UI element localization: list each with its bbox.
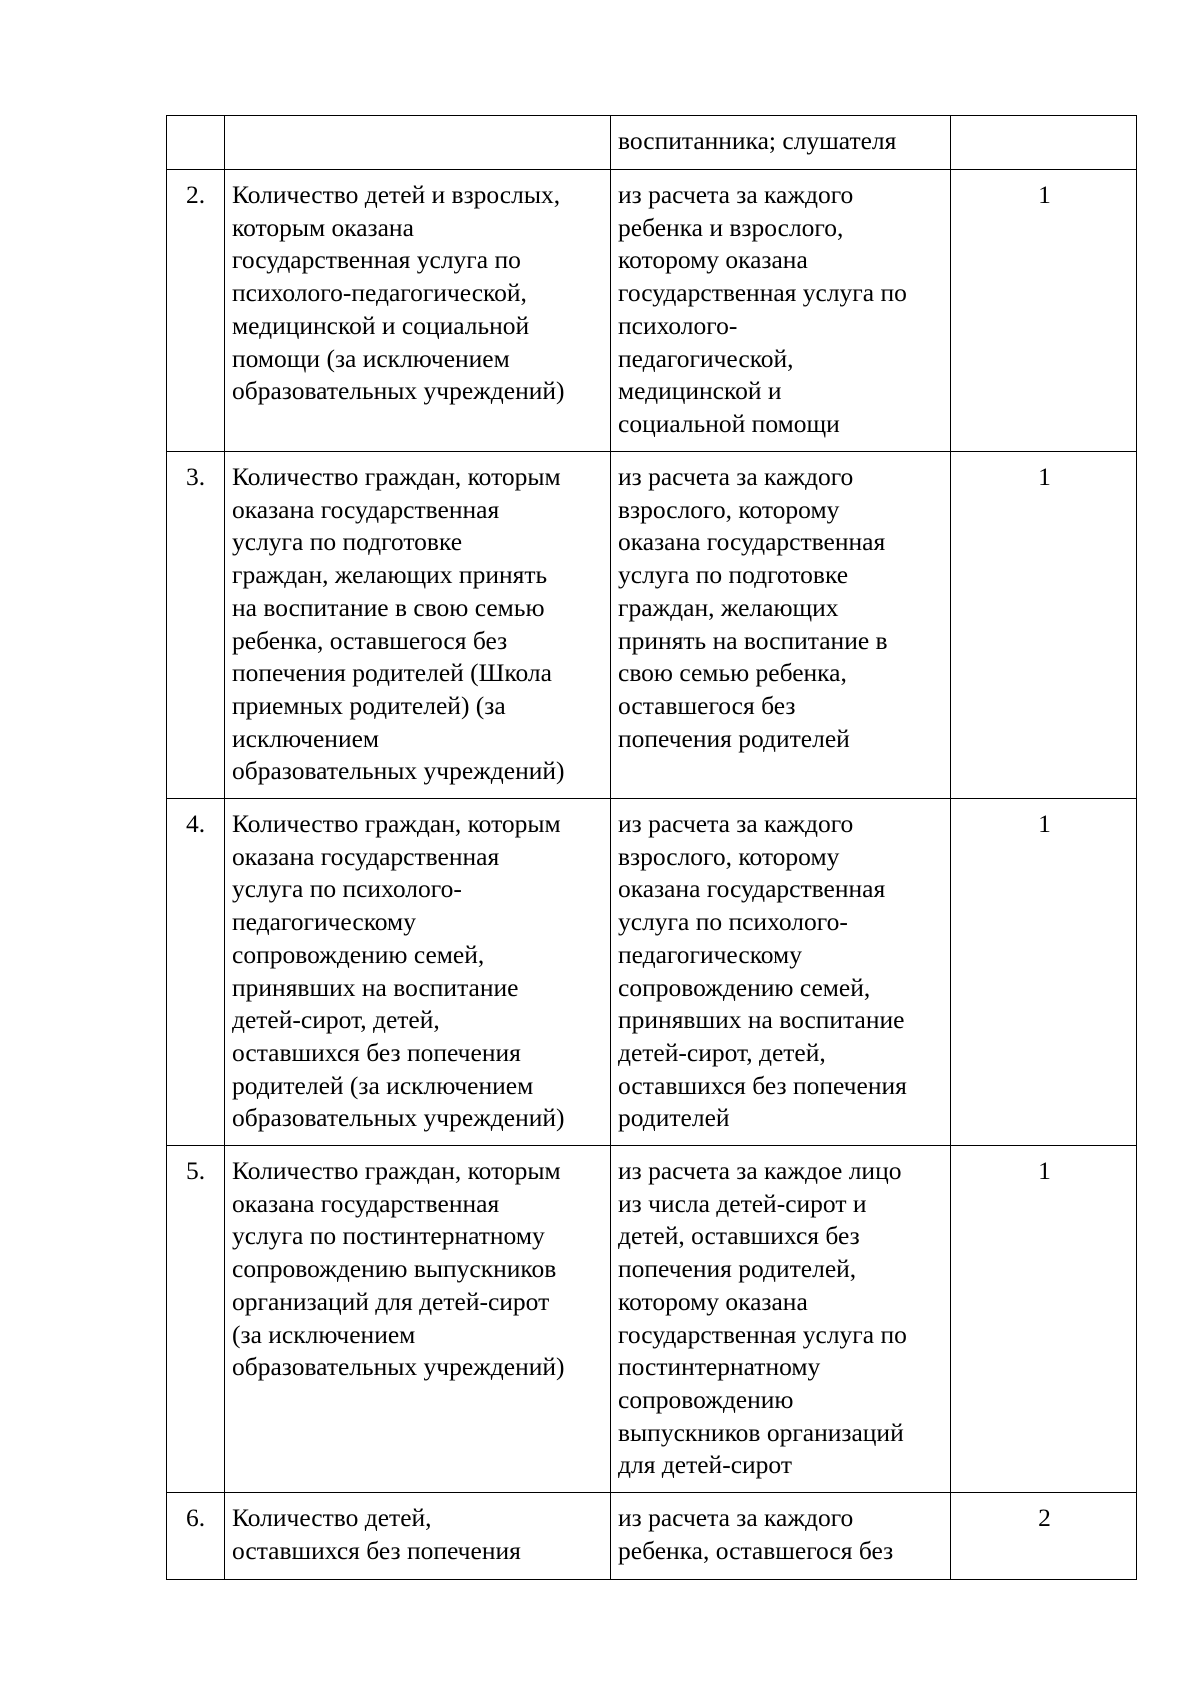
table-row xyxy=(167,170,1137,452)
unit-cell: из расчета за каждого ребенка, оставшегося без xyxy=(611,1493,951,1580)
indicator-cell: Количество граждан, которым оказана государственная услуга по постинтернатному сопровождению выпускников организаций для детей-сирот (за исключением образовательных учреждений) xyxy=(225,1146,611,1493)
value-cell: 1 xyxy=(951,452,1137,799)
row-number: 5. xyxy=(167,1146,225,1493)
table-row xyxy=(167,452,1137,799)
indicator-cell: Количество детей и взрослых, которым оказана государственная услуга по психолого-педагогической, медицинской и социальной помощи (за исключением образовательных учреждений) xyxy=(225,170,611,452)
table-row xyxy=(167,1146,1137,1493)
document-table xyxy=(166,115,1137,1580)
row-number: 6. xyxy=(167,1493,225,1580)
table-body xyxy=(167,116,1137,1580)
table-row xyxy=(167,116,1137,170)
table-row xyxy=(167,799,1137,1146)
value-cell: 2 xyxy=(951,1493,1137,1580)
unit-cell: из расчета за каждого ребенка и взрослого, которому оказана государственная услуга по психолого- педагогической, медицинской и социальной помощи xyxy=(611,170,951,452)
value-cell: 1 xyxy=(951,170,1137,452)
unit-cell: из расчета за каждого взрослого, которому оказана государственная услуга по психолого- педагогическому сопровождению семей, принявших на воспитание детей-сирот, детей, оставшихся без попечения родителей xyxy=(611,799,951,1146)
value-cell: 1 xyxy=(951,799,1137,1146)
table-row xyxy=(167,1493,1137,1580)
indicator-cell: Количество граждан, которым оказана государственная услуга по подготовке граждан, желающих принять на воспитание в свою семью ребенка, оставшегося без попечения родителей (Школа приемных родителей) (за исключением образовательных учреждений) xyxy=(225,452,611,799)
unit-cell: из расчета за каждого взрослого, которому оказана государственная услуга по подготовке граждан, желающих принять на воспитание в свою семью ребенка, оставшегося без попечения родителей xyxy=(611,452,951,799)
row-number xyxy=(167,116,225,170)
row-number: 3. xyxy=(167,452,225,799)
unit-cell: воспитанника; слушателя xyxy=(611,116,951,170)
value-cell: 1 xyxy=(951,1146,1137,1493)
unit-cell: из расчета за каждое лицо из числа детей-сирот и детей, оставшихся без попечения родителей, которому оказана государственная услуга по постинтернатному сопровождению выпускников организаций для детей-сирот xyxy=(611,1146,951,1493)
indicator-cell: Количество граждан, которым оказана государственная услуга по психолого- педагогическому сопровождению семей, принявших на воспитание детей-сирот, детей, оставшихся без попечения родителей (за исключением образовательных учреждений) xyxy=(225,799,611,1146)
row-number: 2. xyxy=(167,170,225,452)
indicator-cell: Количество детей, оставшихся без попечения xyxy=(225,1493,611,1580)
row-number: 4. xyxy=(167,799,225,1146)
value-cell xyxy=(951,116,1137,170)
indicator-cell xyxy=(225,116,611,170)
